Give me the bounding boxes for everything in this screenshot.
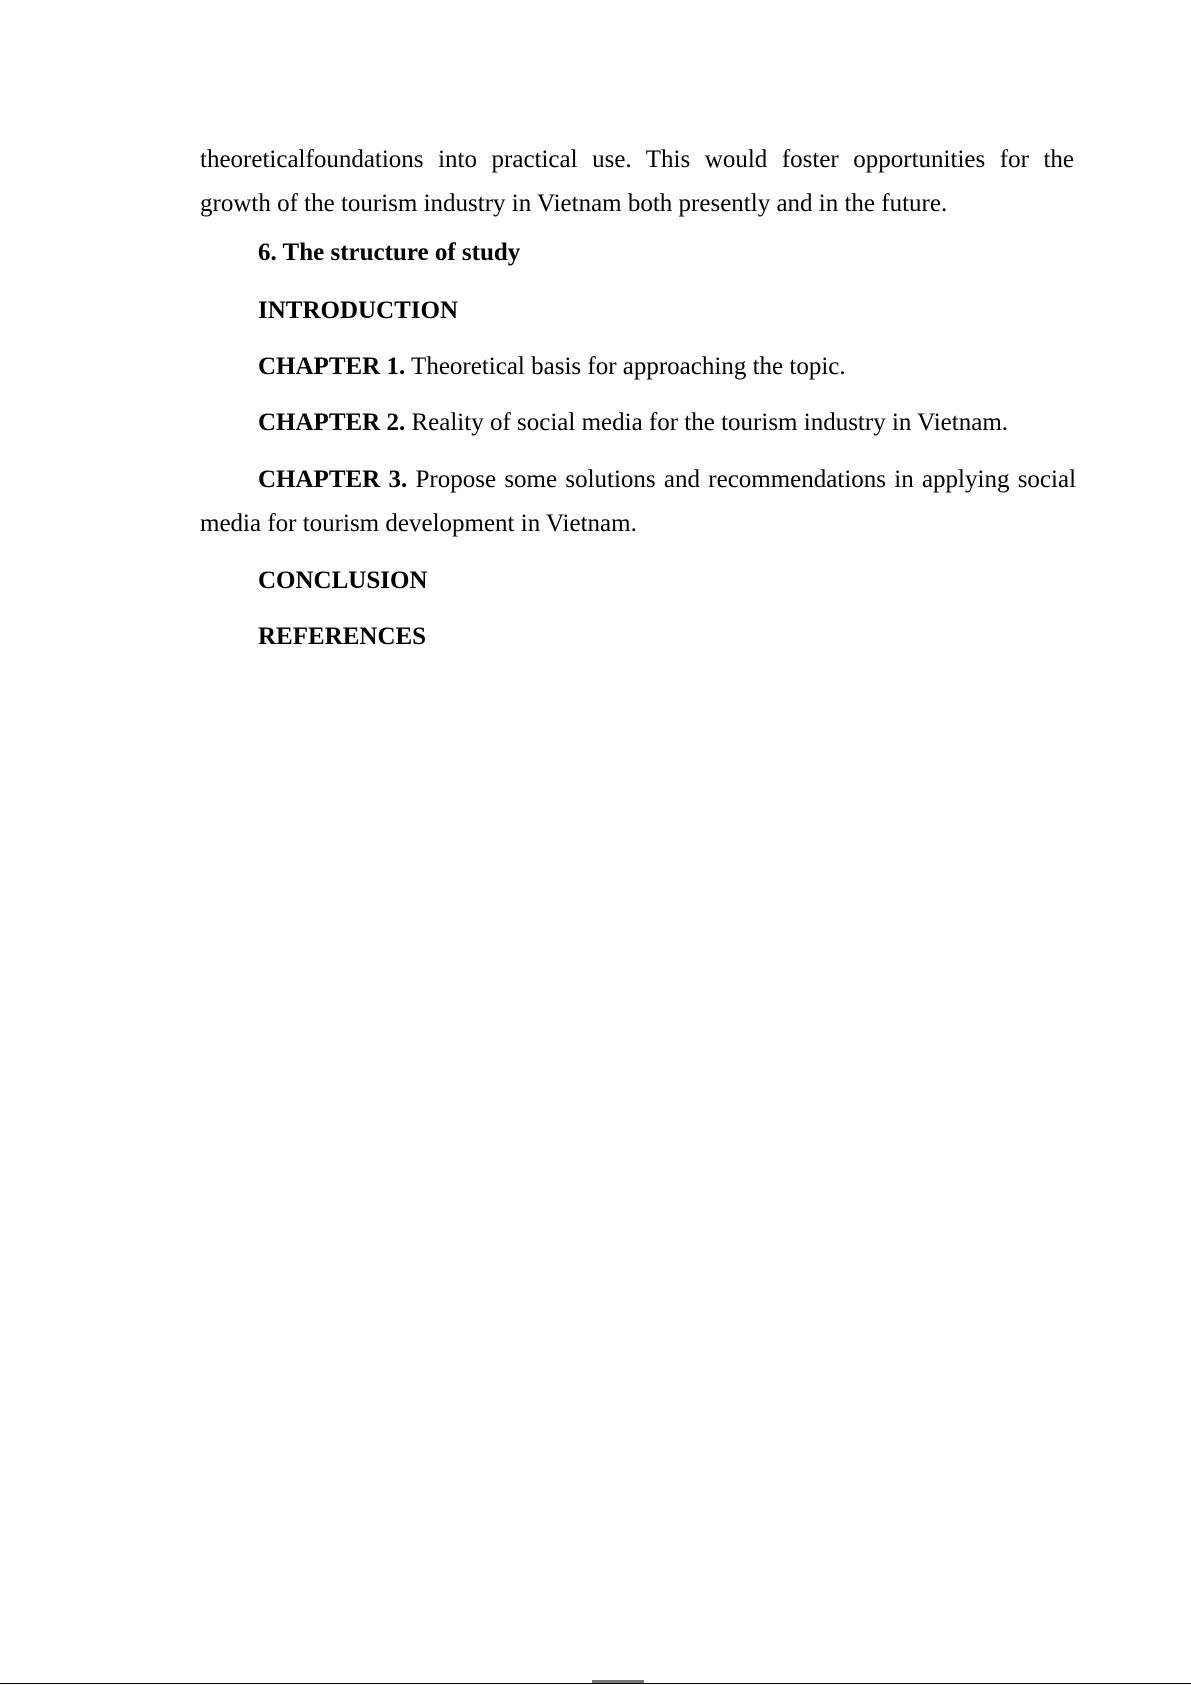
chapter3-label: CHAPTER 3. bbox=[258, 466, 408, 493]
chapter2-label: CHAPTER 2. bbox=[258, 409, 406, 436]
chapter3-paragraph bbox=[200, 458, 1076, 546]
introduction-heading: INTRODUCTION bbox=[258, 297, 459, 324]
references-heading: REFERENCES bbox=[258, 623, 427, 650]
chapter2-line bbox=[258, 408, 1008, 438]
chapter1-line bbox=[258, 352, 846, 382]
page-bottom-mark bbox=[592, 1680, 644, 1683]
chapter1-label: CHAPTER 1. bbox=[258, 353, 406, 380]
chapter1-text: Theoretical basis for approaching the topic. bbox=[411, 353, 846, 380]
page-bottom-rule bbox=[0, 1683, 1191, 1684]
conclusion-heading: CONCLUSION bbox=[258, 567, 428, 594]
chapter3-text: Propose some solutions and recommendations in applying social media for tourism development in Vietnam. bbox=[200, 466, 1077, 537]
chapter2-text: Reality of social media for the tourism industry in Vietnam. bbox=[411, 409, 1009, 436]
continuation-paragraph: theoreticalfoundations into practical use. This would foster opportunities for the growth of the tourism industry in Vietnam both presently and in the future. bbox=[200, 146, 1074, 217]
section-heading: 6. The structure of study bbox=[258, 239, 521, 266]
